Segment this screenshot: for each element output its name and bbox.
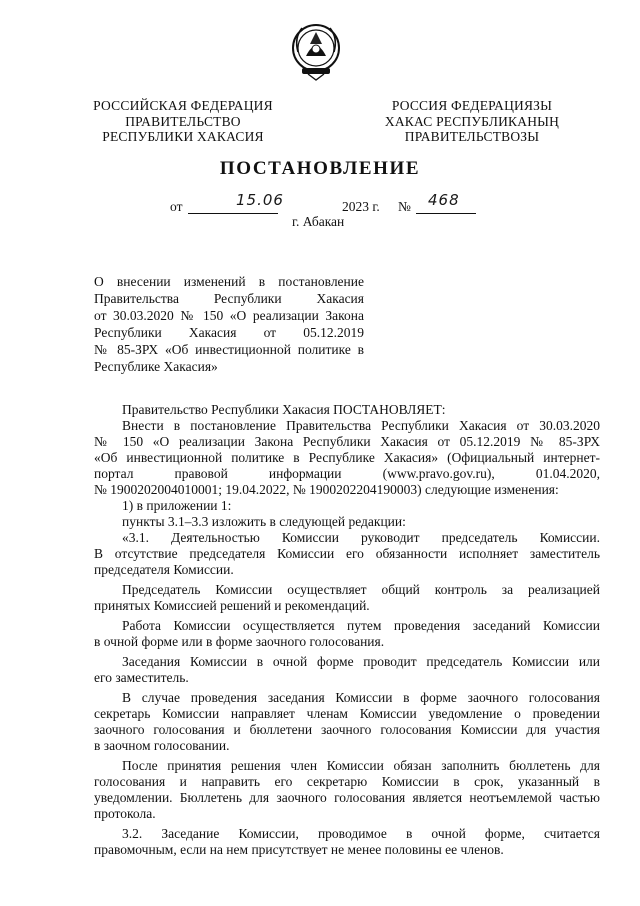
body-line: «3.1. Деятельностью Комиссии руководит председатель Комиссии.: [122, 530, 600, 545]
body-line: правомочным, если на нем присутствует не менее половины ее членов.: [94, 842, 504, 857]
body-line: пункты 3.1–3.3 изложить в следующей редакции:: [122, 514, 406, 529]
body-line: Работа Комиссии осуществляется путем проведения заседаний Комиссии: [122, 618, 600, 633]
list-item: 1) в приложении 1:: [122, 498, 232, 513]
number-label: №: [398, 199, 411, 214]
subject-block: [94, 273, 364, 375]
body-line: голосования и направить его секретарю Комиссии в срок, указанный в: [94, 774, 600, 789]
subject-line: Республики Хакасия от 05.12.2019: [94, 325, 364, 340]
header-right-line: РОССИЯ ФЕДЕРАЦИЯЗЫ: [391, 98, 553, 113]
city-label: г. Абакан: [292, 214, 345, 229]
body-line: протокола.: [94, 806, 156, 821]
body-line: «Об инвестиционной политике в Республике Хакасия» (Официальный интернет-: [94, 450, 600, 465]
coat-of-arms-icon: [288, 18, 344, 82]
body-line: уведомлении. Бюллетень для заочного голосования является неотъемлемой частью: [94, 790, 600, 805]
from-label: от: [170, 199, 183, 214]
body-line: секретарь Комиссии направляет членам Комиссии уведомление о проведении: [94, 706, 600, 721]
year-label: 2023 г.: [342, 199, 380, 214]
document-title: ПОСТАНОВЛЕНИЕ: [219, 158, 421, 179]
body-line: В случае проведения заседания Комиссии в форме заочного голосования: [122, 690, 600, 705]
body-line: в заочном голосовании.: [94, 738, 230, 753]
document-body: [94, 402, 600, 858]
body-line: в очной форме или в форме заочного голосования.: [94, 634, 385, 649]
header-right-line: ПРАВИТЕЛЬСТВОЗЫ: [404, 129, 540, 144]
header-left-line: РОССИЙСКАЯ ФЕДЕРАЦИЯ: [93, 98, 273, 113]
body-line: 3.2. Заседание Комиссии, проводимое в очной форме, считается: [122, 826, 600, 841]
subject-line: от 30.03.2020 № 150 «О реализации Закона: [94, 308, 364, 323]
header-left-line: ПРАВИТЕЛЬСТВО: [125, 113, 241, 129]
header-left-line: РЕСПУБЛИКИ ХАКАСИЯ: [102, 129, 264, 144]
body-line: председателя Комиссии.: [94, 562, 234, 577]
header-left: [88, 98, 278, 145]
body-line: № 150 «О реализации Закона Республики Хакасия от 05.12.2019 № 85-ЗРХ: [94, 434, 600, 449]
subject-line: Республике Хакасия»: [94, 359, 218, 374]
body-line: В отсутствие председателя Комиссии его обязанности исполняет заместитель: [94, 546, 600, 561]
body-line: После принятия решения член Комиссии обязан заполнить бюллетень для: [122, 758, 600, 773]
handwritten-date: 15.06: [236, 191, 284, 209]
header-right-line: ХАКАС РЕСПУБЛИКАНЫҢ: [384, 113, 560, 129]
header-right: [372, 98, 572, 145]
subject-line: Правительства Республики Хакасия: [94, 291, 364, 306]
subject-line: № 85-ЗРХ «Об инвестиционной политике в: [94, 342, 364, 357]
handwritten-number: 468: [428, 191, 460, 209]
body-line: портал правовой информации (www.pravo.gov.ru), 01.04.2020,: [94, 466, 600, 481]
body-line: Заседания Комиссии в очной форме проводит председатель Комиссии или: [122, 654, 600, 669]
body-line: заочного голосования и бюллетени заочного голосования Комиссии для участия: [94, 722, 600, 737]
body-line: принятых Комиссией решений и рекомендаций.: [94, 598, 370, 613]
preamble: Правительство Республики Хакасия ПОСТАНОВЛЯЕТ:: [122, 402, 446, 417]
body-line: Внести в постановление Правительства Республики Хакасия от 30.03.2020: [122, 418, 600, 433]
subject-line: О внесении изменений в постановление: [94, 274, 364, 289]
body-line: Председатель Комиссии осуществляет общий контроль за реализацией: [122, 582, 600, 597]
body-line: № 1900202004010001; 19.04.2022, № 1900202204190003) следующие изменения:: [94, 482, 559, 497]
body-line: его заместитель.: [94, 670, 189, 685]
